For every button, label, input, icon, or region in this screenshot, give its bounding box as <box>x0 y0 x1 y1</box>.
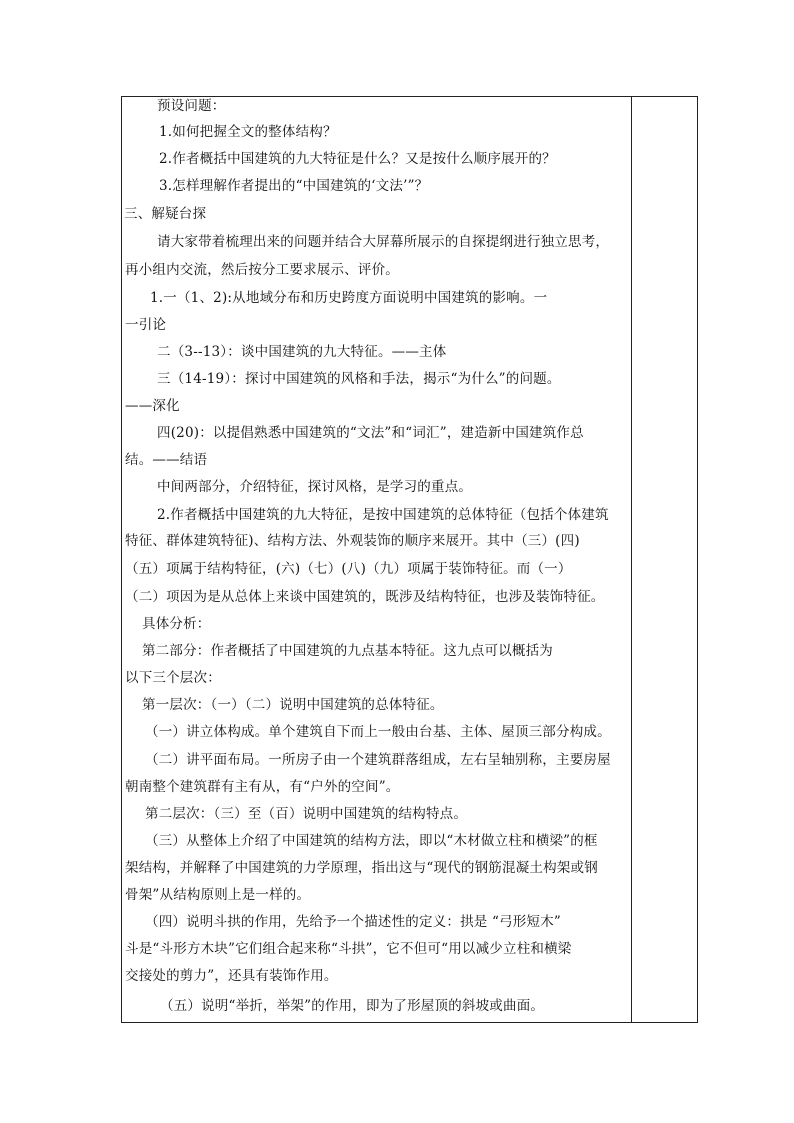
column-divider <box>631 97 632 1022</box>
text-line: 特征、群体建筑特征)、结构方法、外观装饰的顺序来展开。其中（三）(四) <box>125 533 580 549</box>
text-line: 二（3--13）：谈中国建筑的九大特征。——主体 <box>157 344 447 360</box>
text-line: 结。——结语 <box>125 452 208 468</box>
text-line: 一引论 <box>125 317 167 333</box>
text-line: 以下三个层次： <box>125 670 221 686</box>
text-line: 第一层次：（一）（二）说明中国建筑的总体特征。 <box>142 697 444 713</box>
text-line: 架结构，并解释了中国建筑的力学原理，指出这与“现代的钢筋混凝土构架或钢 <box>125 860 598 876</box>
text-line: （五）说明“举折，举架”的作用，即为了形屋顶的斜坡或曲面。 <box>160 998 545 1014</box>
text-line: 交接处的剪力”，还具有装饰作用。 <box>125 968 338 984</box>
text-line: 骨架”从结构原则上是一样的。 <box>125 887 311 903</box>
text-line: 具体分析： <box>142 616 211 632</box>
text-line: ——深化 <box>125 398 180 414</box>
text-line: 三（14-19）：探讨中国建筑的风格和手法，揭示“为什么”的问题。 <box>157 371 561 387</box>
text-line: （二）讲平面布局。一所房子由一个建筑群落组成，左右呈轴别称，主要房屋 <box>145 752 611 768</box>
text-line: （二）项因为是从总体上来谈中国建筑的，既涉及结构特征，也涉及装饰特征。 <box>125 589 605 605</box>
text-line: 再小组内交流，然后按分工要求展示、评价。 <box>125 262 399 278</box>
text-line: （五）项属于结构特征，(六)（七）(八)（九）项属于装饰特征。而（一） <box>125 561 572 577</box>
text-line: 中间两部分，介绍特征，探讨风格，是学习的重点。 <box>157 479 473 495</box>
text-line: 斗是“斗形方木块”它们组合起来称“斗拱”，它不但可“用以减少立柱和横梁 <box>125 941 572 957</box>
text-line: 1.如何把握全文的整体结构？ <box>159 124 337 140</box>
text-line: 2.作者概括中国建筑的九大特征是什么？又是按什么顺序展开的？ <box>159 151 556 167</box>
text-line: 四(20)：以提倡熟悉中国建筑的“文法”和“词汇”，建造新中国建筑作总 <box>157 425 584 441</box>
section-heading: 三、解疑台探 <box>124 206 207 222</box>
text-line: 2.作者概括中国建筑的九大特征，是按中国建筑的总体特征（包括个体建筑 <box>157 507 609 523</box>
text-line: （四）说明斗拱的作用，先给予一个描述性的定义：拱是 “弓形短木” <box>145 914 561 930</box>
text-line: （三）从整体上介绍了中国建筑的结构方法，即以“木材做立柱和横梁”的框 <box>145 833 598 849</box>
text-line: 朝南整个建筑群有主有从，有“户外的空间”。 <box>125 779 400 795</box>
text-line: 请大家带着梳理出来的问题并结合大屏幕所展示的自探提纲进行独立思考， <box>157 234 610 250</box>
text-line: 第二部分：作者概括了中国建筑的九点基本特征。这九点可以概括为 <box>142 643 553 659</box>
text-line: 第二层次：（三）至（百）说明中国建筑的结构特点。 <box>145 806 468 822</box>
text-line: 1.一（1、2):从地域分布和历史跨度方面说明中国建筑的影响。一 <box>150 290 548 306</box>
text-line: 预设问题： <box>157 98 226 114</box>
text-line: 3.怎样理解作者提出的“中国建筑的‘文法’”？ <box>159 178 429 194</box>
text-line: （一）讲立体构成。单个建筑自下而上一般由台基、主体、屋顶三部分构成。 <box>145 724 611 740</box>
